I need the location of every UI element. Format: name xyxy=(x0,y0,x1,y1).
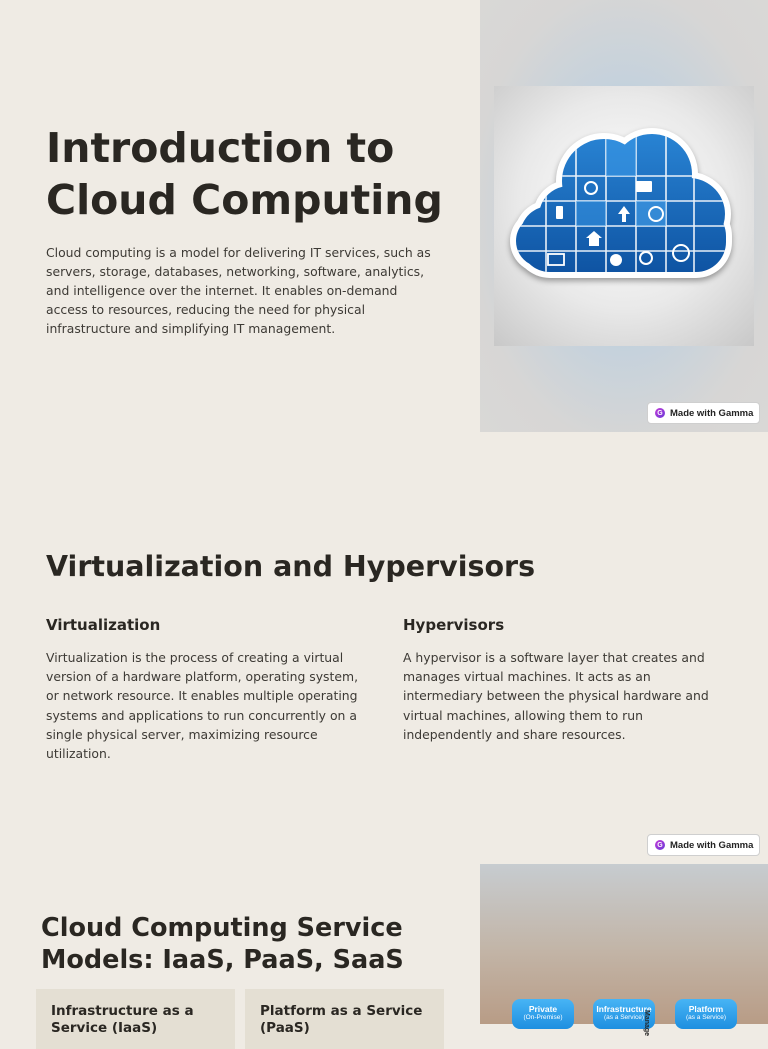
diagram-side-label: Manage xyxy=(643,1010,650,1037)
slide-introduction xyxy=(0,0,768,432)
cloud-illustration xyxy=(494,86,754,346)
column-text-hypervisors: A hypervisor is a software layer that creates and manages virtual machines. It acts as an intermediary between the physical hardware and virtual machines, allowing them to run independently and share resources. xyxy=(403,650,709,742)
column-heading-hypervisors: Hypervisors xyxy=(403,616,505,634)
made-with-gamma-badge[interactable] xyxy=(647,402,760,424)
badge-label: Made with Gamma xyxy=(670,407,754,419)
diagram-column-platform: Platform (as a Service) xyxy=(675,999,737,1029)
slide-title: Cloud Computing Service Models: IaaS, PaaS, SaaS xyxy=(41,913,404,975)
badge-label: Made with Gamma xyxy=(670,839,754,851)
gamma-logo-icon: G xyxy=(655,408,665,418)
service-card-label: Infrastructure as a Service (IaaS) xyxy=(51,1003,194,1036)
column-heading-virtualization: Virtualization xyxy=(46,616,161,634)
slide-title: Virtualization and Hypervisors xyxy=(46,550,536,583)
service-models-diagram xyxy=(480,864,768,1037)
service-card-label: Platform as a Service (PaaS) xyxy=(260,1003,423,1036)
cloud-services-icon xyxy=(494,86,754,346)
gamma-logo-icon: G xyxy=(655,840,665,850)
slide-service-models xyxy=(0,864,768,1037)
made-with-gamma-badge[interactable] xyxy=(647,834,760,856)
column-text-virtualization: Virtualization is the process of creating a virtual version of a hardware platform, operating system, or network resource. It enables multiple operating systems and applications to run concurrently on a single physical server, maximizing resource utilization. xyxy=(46,650,359,762)
service-card-paas xyxy=(245,989,444,1049)
slide-body-text: Cloud computing is a model for delivering IT services, such as servers, storage, databases, networking, software, analytics, and intelligence over the internet. It enables on-demand access to resources, reducing the need for physical infrastructure and simplifying IT management. xyxy=(46,245,431,336)
slide-virtualization xyxy=(0,432,768,864)
slide-title: Introduction to Cloud Computing xyxy=(46,124,443,224)
image-panel xyxy=(480,0,768,432)
diagram-column-private: Private (On-Premise) xyxy=(512,999,574,1029)
service-card-iaas xyxy=(36,989,235,1049)
diagram-column-infrastructure: Infrastructure (as a Service) xyxy=(593,999,655,1029)
